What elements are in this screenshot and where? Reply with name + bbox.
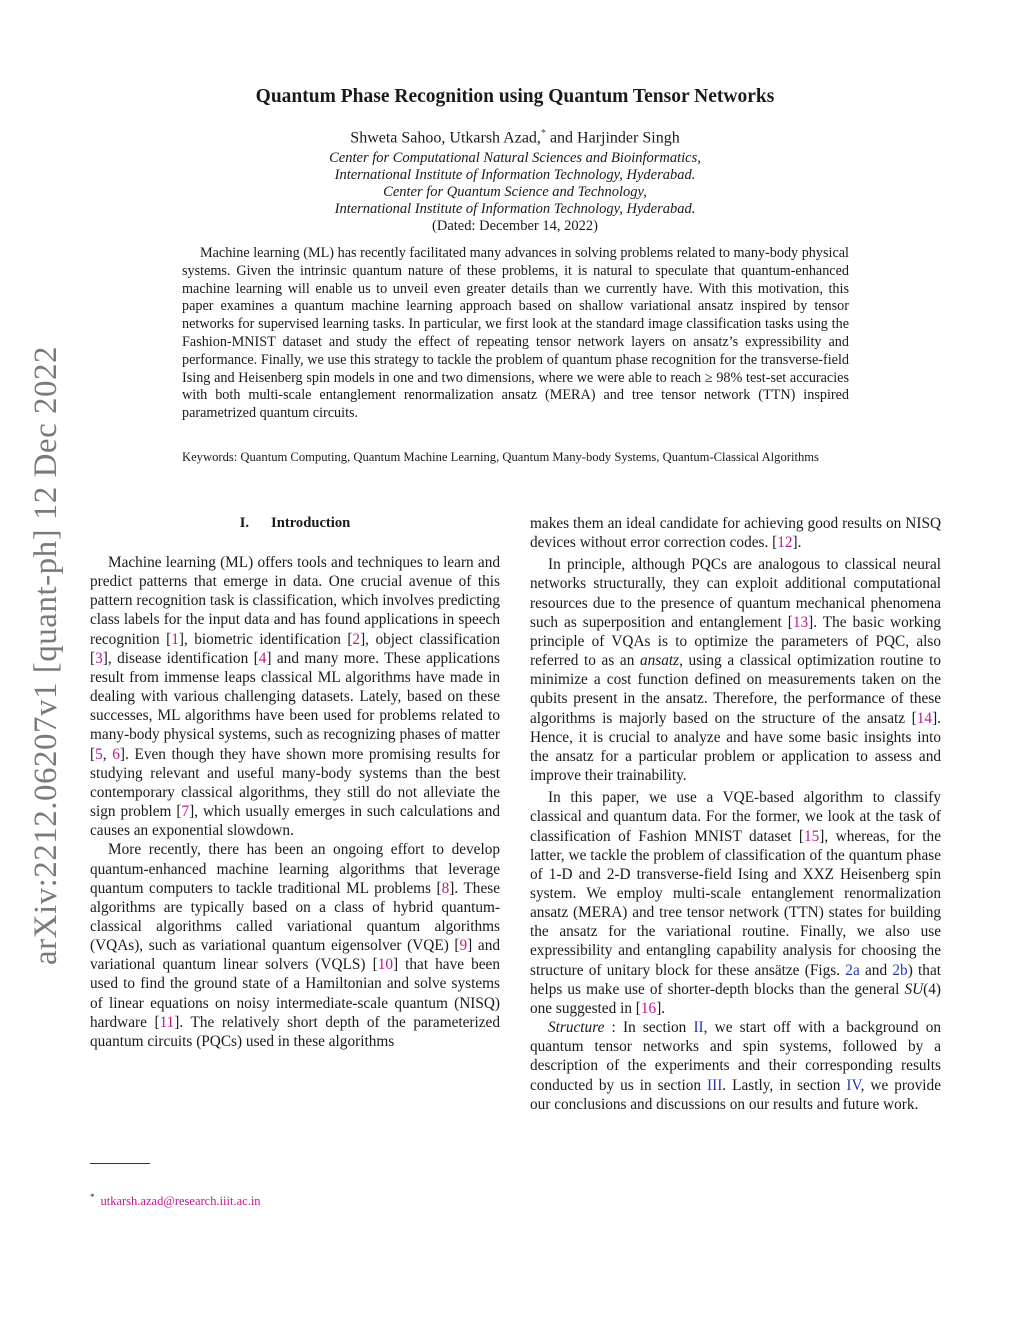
citation-link[interactable]: 11 [159, 1013, 175, 1031]
footnote-mark: * [90, 1192, 95, 1202]
text-run: ]. These algorithms are typically based on a class of hybrid quantum-classical algorithms called variational quantum algorithms (VQAs), such as variational quantum eigensolver (VQE) [ [90, 879, 500, 955]
citation-link[interactable]: 12 [777, 534, 793, 552]
figure-link[interactable]: 2b [892, 961, 908, 979]
citation-link[interactable]: 15 [803, 827, 820, 845]
text-run: makes them an ideal candidate for achieving good results on NISQ devices without error correction codes. [ [530, 515, 941, 552]
text-run: More recently, there has been an ongoing effort to develop quantum-enhanced machine learning algorithms that leverage quantum computers to tackle traditional ML problems [ [90, 841, 500, 897]
section-title: Introduction [271, 515, 351, 531]
text-run: ], biometric identification [ [178, 630, 353, 648]
text-run: ], disease identification [ [102, 649, 259, 667]
abstract: Machine learning (ML) has recently facilitated many advances in solving problems related to many-body physical systems. Given the intrinsic quantum nature of these problems, it is natural to speculate that quantum-enhanced machine learning will enable us to unveil even greater details than we currently have. With this motivation, this paper examines a quantum machine learning approach based on shallow variational ansatz inspired by tensor networks for supervised learning tasks. In particular, we first look at the standard image classification tasks using the Fashion-MNIST dataset and study the effect of repeating tensor network layers on ansatz’s expressibility and performance. Finally, we use this strategy to tackle the problem of quantum phase recognition for the transverse-field Ising and Heisenberg spin models in one and two dimensions, where we were able to reach ≥ 98% test-set accuracies with both multi-scale entanglement renormalization ansatz (MERA) and tree tensor network (TTN) inspired parametrized quantum circuits. [182, 245, 849, 422]
text-run: , [102, 745, 113, 763]
text-run: ]. Hence, it is crucial to analyze and have some basic insights into the ansatz for a particular problem or application to assess and improve their trainability. [530, 709, 941, 785]
text-run: ], which usually emerges in such calculations and causes an exponential slowdown. [90, 803, 500, 840]
citation-link[interactable]: 14 [916, 709, 933, 727]
paper-title: Quantum Phase Recognition using Quantum Tensor Networks [255, 86, 775, 107]
text-run: : In section [604, 1019, 694, 1037]
text-run: ] and variational quantum linear solvers (VQLS) [ [90, 937, 500, 974]
text-run: ]. The basic working principle of VQAs is to optimize the parameters of PQC, also referred to as an [530, 613, 942, 670]
footnote [90, 1192, 261, 1209]
intro-paragraph-2 [90, 840, 500, 1051]
keywords: Keywords: Quantum Computing, Quantum Machine Learning, Quantum Many-body Systems, Quantum-Classical Algorithms [182, 450, 819, 464]
text-run: In principle, although PQCs are analogous to classical neural networks structurally, they can exploit additional computational resources due to the presence of quantum mechanical phenomena such as superposition and entanglement [ [530, 556, 941, 631]
math-su: SU [904, 980, 924, 998]
affiliation-line-1: Center for Computational Natural Sciences and Bioinformatics, [329, 150, 701, 166]
citation-link[interactable]: 8 [441, 879, 450, 897]
citation-link[interactable]: 5 [95, 745, 103, 763]
intro-paragraph-continued [530, 514, 941, 552]
text-run: and [859, 961, 893, 979]
text-run: , we provide our conclusions and discussions on our results and future work. [530, 1076, 941, 1113]
intro-paragraph-4 [530, 788, 941, 1018]
text-run: ]. Even though they have shown more promising results for studying relevant and useful many-body systems than the best contemporary classical algorithms, they still do not alleviate the sign problem [ [90, 745, 500, 821]
section-link[interactable]: III [707, 1076, 723, 1094]
intro-paragraph-3 [530, 555, 941, 785]
text-run: ]. [656, 999, 666, 1017]
section-link[interactable]: II [693, 1019, 704, 1037]
text-run: (4) one suggested in [ [530, 980, 941, 1017]
affiliation-line-2: International Institute of Information Technology, Hyderabad. [334, 167, 696, 183]
affiliation-line-4: International Institute of Information Technology, Hyderabad. [334, 201, 696, 217]
text-run: In this paper, we use a VQE-based algorithm to classify classical and quantum data. For the former, we look at the task of classification of Fashion MNIST dataset [ [530, 789, 941, 845]
emphasis-ansatz: ansatz [639, 652, 680, 670]
citation-link[interactable]: 4 [258, 649, 267, 667]
authors-part-2: and Harjinder Singh [545, 129, 680, 147]
dated-line: (Dated: December 14, 2022) [432, 218, 598, 234]
citation-link[interactable]: 3 [95, 649, 103, 667]
section-number: I. [239, 515, 250, 531]
footnote-divider [90, 1163, 150, 1164]
text-run: ) that helps us make use of shorter-depth blocks than the general [530, 961, 941, 998]
text-run: ], object classification [ [90, 630, 500, 667]
figure-link[interactable]: 2a [845, 961, 860, 979]
text-run: , we start off with a background on quantum tensor networks and spin systems, followed by a description of the experiments and their corresponding results conducted by us in section [530, 1019, 941, 1094]
corresponding-author-footnote-link[interactable]: * [540, 128, 546, 139]
authors-part-1: Shweta Sahoo, Utkarsh Azad, [350, 129, 541, 147]
text-run: ]. [792, 534, 802, 552]
intro-paragraph-1 [90, 553, 500, 840]
citation-link[interactable]: 13 [792, 613, 809, 631]
text-run: ] and many more. These applications result from immense leaps classical ML algorithms have made in dealing with various challenging datasets. Lately, based on these successes, ML algorithms have been used for problems related to many-body physical systems, such as recognizing phases of matter [ [90, 649, 500, 763]
text-run: , using a classical optimization routine to minimize a cost function defined on measurements taken on the qubits present in the ansatz. Therefore, the performance of these algorithms is majorly based on the structure of the ansatz [ [530, 652, 941, 727]
citation-link[interactable]: 2 [352, 630, 361, 648]
affiliation-line-3: Center for Quantum Science and Technology, [383, 184, 647, 200]
citation-link[interactable]: 6 [112, 745, 120, 763]
text-run: ], whereas, for the latter, we tackle the problem of classification of the quantum phase of 1-D and 2-D transverse-field Ising and XXZ Heisenberg spin system. We employ multi-scale entanglement renormalization ansatz (MERA) and tree tensor network (TTN) states for building the ansatz for the variational routine. Finally, we also use expressibility and entangling capability analysis for choosing the structure of unitary block for these ansätze (Figs. [530, 827, 941, 979]
text-run: ]. The relatively short depth of the parameterized quantum circuits (PQCs) used in these algorithms [90, 1013, 500, 1050]
section-heading-introduction [90, 515, 500, 532]
citation-link[interactable]: 10 [377, 956, 393, 974]
citation-link[interactable]: 16 [640, 999, 657, 1017]
text-run: . Lastly, in section [722, 1076, 847, 1094]
arxiv-identifier-stamp: arXiv:2212.06207v1 [quant-ph] 12 Dec 2022 [28, 346, 64, 965]
section-link[interactable]: IV [846, 1076, 861, 1094]
right-column [530, 514, 941, 1114]
author-list [150, 128, 880, 147]
structure-paragraph [530, 1018, 941, 1114]
text-run: Machine learning (ML) offers tools and techniques to learn and predict patterns that emerge in data. One crucial avenue of this pattern recognition task is classification, which involves predicting class labels for the input data and has found applications in speech recognition [ [90, 554, 500, 648]
citation-link[interactable]: 9 [459, 937, 468, 955]
text-run: ] that have been used to find the ground state of a Hamiltonian and solve systems of linear equations on noisy intermediate-scale quantum (NISQ) hardware [ [90, 956, 500, 1031]
citation-link[interactable]: 7 [181, 803, 190, 821]
left-column [90, 553, 500, 1051]
author-email-link[interactable]: utkarsh.azad@research.iiit.ac.in [100, 1194, 261, 1209]
citation-link[interactable]: 1 [171, 630, 179, 648]
emphasis-structure: Structure [548, 1019, 605, 1037]
